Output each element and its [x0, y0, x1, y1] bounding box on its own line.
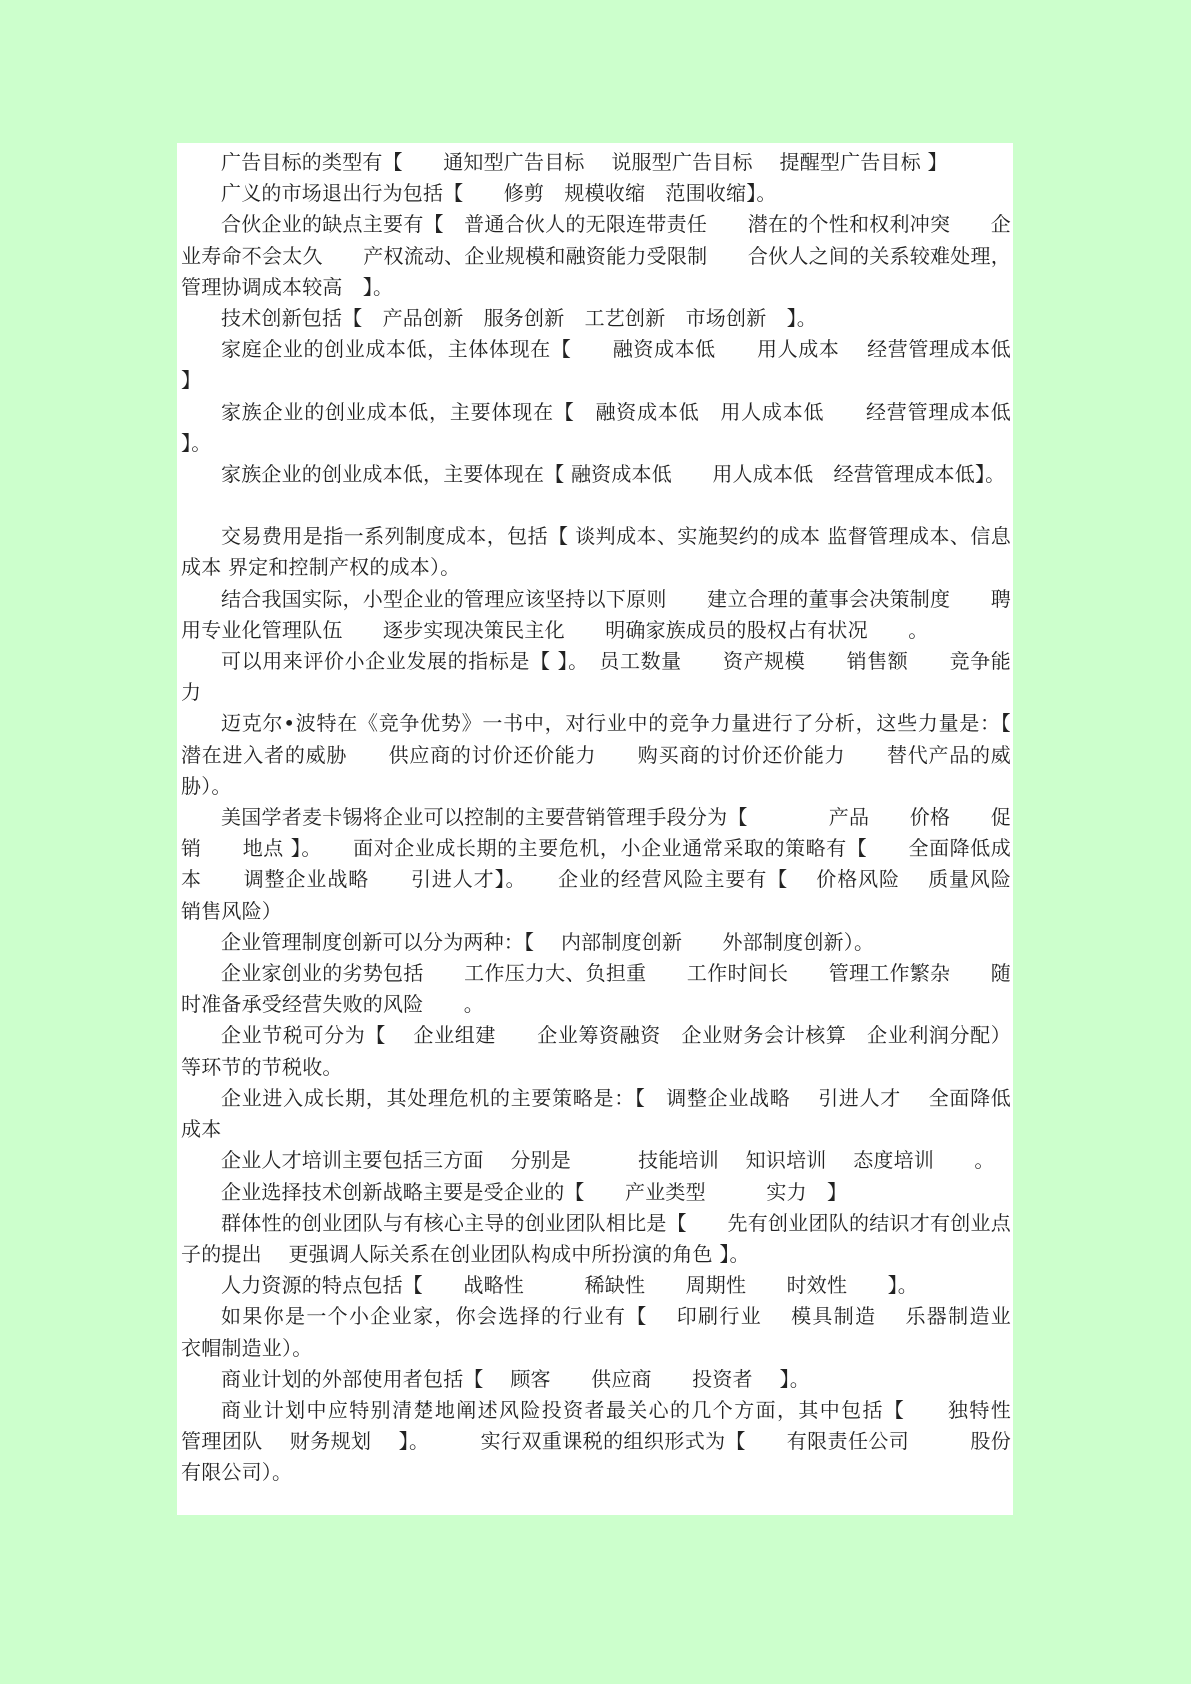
paragraph-growth-indicators: 可以用来评价小企业发展的指标是【 】。 员工数量 资产规模 销售额 竞争能力 — [181, 649, 1011, 705]
paragraph-institution-innovation: 企业管理制度创新可以分为两种：【 内部制度创新 外部制度创新）。 — [221, 929, 875, 954]
paragraph-hr-features: 人力资源的特点包括【 战略性 稀缺性 周期性 时效性 】。 — [221, 1273, 918, 1298]
paragraph-ad-goal-types: 广告目标的类型有【 通知型广告目标 说服型广告目标 提醒型广告目标 】 — [221, 150, 948, 174]
paragraph-family-cost-2: 家族企业的创业成本低，主要体现在【 融资成本低 用人成本低 经营管理成本低】。 — [221, 462, 1006, 487]
paragraph-plan-users: 商业计划的外部使用者包括【 顾客 供应商 投资者 】。 — [221, 1366, 810, 1391]
paragraph-industry-choice: 如果你是一个小企业家，你会选择的行业有【 印刷行业 模具制造 乐器制造业 衣帽制造业）。 — [181, 1304, 1038, 1360]
paragraph-spacer — [181, 490, 1011, 521]
paragraph-partnership-drawbacks: 合伙企业的缺点主要有【 普通合伙人的无限连带责任 潜在的个性和权利冲突 企业寿命不会太久 产权流动、企业规模和融资能力受限制 合伙人之间的关系较难处理，管理协调成本较高 】。 — [181, 212, 1011, 299]
paragraph-tech-innovation: 技术创新包括【 产品创新 服务创新 工艺创新 市场创新 】。 — [221, 306, 817, 331]
paragraph-household-cost: 家庭企业的创业成本低，主体体现在【 融资成本低 用人成本 经营管理成本低 】 — [181, 337, 1018, 393]
paragraph-innovation-strategy: 企业选择技术创新战略主要是受企业的【 产业类型 实力 】 — [221, 1179, 848, 1204]
paragraph-family-cost-1: 家族企业的创业成本低，主要体现在【 融资成本低 用人成本低 经营管理成本低 】。 — [181, 399, 1018, 455]
document-page — [177, 143, 1052, 1515]
paragraph-market-exit: 广义的市场退出行为包括【 修剪 规模收缩 范围收缩】。 — [221, 181, 777, 206]
paragraph-team-types: 群体性的创业团队与有核心主导的创业团队相比是【 先有创业团队的结识才有创业点子的提出 更强调人际关系在创业团队构成中所扮演的角色 】。 — [181, 1210, 1011, 1266]
paragraph-porter-forces: 迈克尔•波特在《竞争优势》一书中，对行业中的竞争力量进行了分析，这些力量是：【 潜在进入者的威胁 供应商的讨价还价能力 购买商的讨价还价能力 替代产品的威胁）。 — [181, 711, 1052, 798]
paragraph-entrepreneur-disadvantages: 企业家创业的劣势包括 工作压力大、负担重 工作时间长 管理工作繁杂 随时准备承受经营失败的风险 。 — [181, 961, 1011, 1017]
paragraph-management-principles: 结合我国实际，小型企业的管理应该坚持以下原则 建立合理的董事会决策制度 聘用专业化管理队伍 逐步实现决策民主化 明确家族成员的股权占有状况 。 — [181, 586, 1011, 642]
paragraph-marketing-mix: 美国学者麦卡锡将企业可以控制的主要营销管理手段分为【 产品 价格 促销 地点 】。 面对企业成长期的主要危机，小企业通常采取的策略有【 全面降低成本 调整企业战略 引进人才】。 企业的经营风险主要有【 价格风险 质量风险 销售风险） — [181, 805, 1038, 923]
paragraph-growth-strategy: 企业进入成长期，其处理危机的主要策略是：【 调整企业战略 引进人才 全面降低成本 — [181, 1085, 1011, 1142]
paragraph-tax-saving: 企业节税可分为【 企业组建 企业筹资融资 企业财务会计核算 企业利润分配）等环节的节税收。 — [181, 1023, 1011, 1079]
paragraph-investor-concerns: 商业计划中应特别清楚地阐述风险投资者最关心的几个方面，其中包括【 独特性 管理团队 财务规划 】。 实行双重课税的组织形式为【 有限责任公司 股份有限公司）。 — [181, 1397, 1052, 1485]
paragraph-transaction-cost: 交易费用是指一系列制度成本，包括【 谈判成本、实施契约的成本 监督管理成本、信息成本 界定和控制产权的成本）。 — [181, 524, 1011, 580]
paragraph-talent-training: 企业人才培训主要包括三方面 分别是 技能培训 知识培训 态度培训 。 — [221, 1148, 995, 1173]
